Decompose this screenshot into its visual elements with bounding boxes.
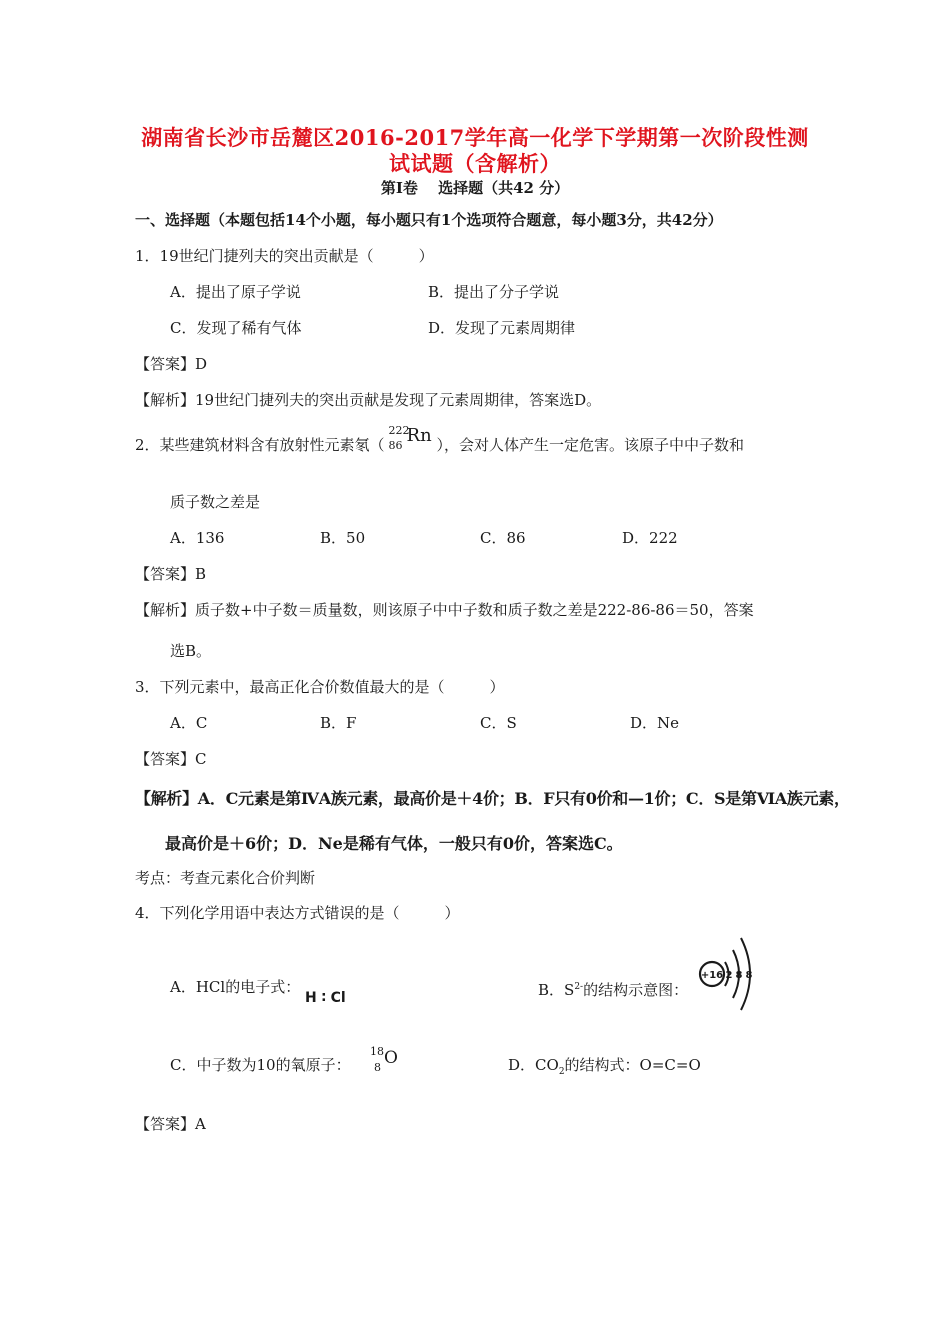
shell-electrons-1: 2 [725,970,733,981]
q2-answer: 【答案】B [135,565,207,583]
q2-analysis-line2: 选B。 [170,642,212,660]
q3-answer: 【答案】C [135,750,207,768]
q1-option-a: A．提出了原子学说 [170,283,301,301]
q3-stem: 3．下列元素中，最高正化合价数值最大的是（ ） [135,678,505,696]
q4-option-b-charge: 2- [574,982,584,992]
q4-option-d-suffix: 的结构式：O=C=O [564,1056,701,1074]
q2-nuclide [385,424,437,452]
q4-option-d-subscript: 2 [558,1067,565,1077]
q2-option-a: A．136 [170,529,225,547]
q4-stem: 4．下列化学用语中表达方式错误的是（ ） [135,904,460,922]
oxygen-18-nuclide [370,1046,404,1074]
q3-analysis-line2: 最高价是＋6价；D．Ne是稀有气体，一般只有0价，答案选C。 [165,834,623,853]
q1-option-b: B．提出了分子学说 [428,283,560,301]
q1-option-d: D．发现了元素周期律 [428,319,576,337]
document-title-line1: 湖南省长沙市岳麓区2016-2017学年高一化学下学期第一次阶段性测 [141,125,809,150]
q2-stem-line2: 质子数之差是 [170,493,261,511]
nucleus-charge: +16 [700,970,724,981]
q2-option-b: B．50 [320,529,366,547]
q3-analysis-line1: 【解析】A．C元素是第ⅣA族元素，最高价是＋4价；B．F只有0价和—1价；C．S是第ⅥA族元素， [135,789,850,808]
q1-option-c: C．发现了稀有气体 [170,319,302,337]
q4-option-a-formula: H ∶ Cl [305,990,346,1006]
q2-stem-after: ），会对人体产生一定危害。该原子中中子数和 [436,436,745,454]
document-title-line2: 试试题（含解析） [389,151,561,176]
q2-analysis-line1: 【解析】质子数+中子数＝质量数，则该原子中中子数和质子数之差是222-86-86＝50，答案 [135,601,754,619]
q4-option-b-label [538,977,688,1000]
q1-stem: 1．19世纪门捷列夫的突出贡献是（ ） [135,247,434,265]
part-header: 一、选择题（本题包括14个小题，每小题只有1个选项符合题意，每小题3分，共42分） [135,211,723,229]
q2-option-d: D．222 [622,529,678,547]
shell-electrons-2: 8 [735,970,743,981]
q4-option-b-suffix: 的结构示意图： [583,981,689,999]
sulfide-ion-structure-diagram [695,932,765,1016]
q4-option-a-label: A．HCl的电子式： [170,978,301,996]
q4-option-d-prefix: D．CO [508,1056,559,1074]
q3-point: 考点：考查元素化合价判断 [135,869,316,887]
oxygen-mass-number: 18 [370,1045,384,1058]
q4-option-b-prefix: B．S [538,981,575,999]
q2-nuclide-number: 86 [388,439,403,452]
q4-option-c-label: C．中子数为10的氧原子： [170,1056,351,1074]
q3-option-d: D．Ne [630,714,680,732]
q2-stem-before: 2．某些建筑材料含有放射性元素氡（ [135,436,385,454]
q3-option-b: B．F [320,714,357,732]
shell-electrons-3: 8 [745,970,753,981]
oxygen-symbol: O [384,1048,398,1068]
q2-option-c: C．86 [480,529,526,547]
q4-option-d-label [508,1055,701,1082]
q2-stem [135,424,745,455]
q1-analysis: 【解析】19世纪门捷列夫的突出贡献是发现了元素周期律，答案选D。 [135,391,602,409]
q3-option-c: C．S [480,714,517,732]
q3-option-a: A．C [170,714,208,732]
section-header: 第I卷 选择题（共42 分） [380,179,570,197]
q2-nuclide-mass: 222 [388,424,410,437]
oxygen-atomic-number: 8 [374,1061,381,1074]
q4-answer: 【答案】A [135,1115,206,1133]
q2-nuclide-symbol: Rn [406,425,432,446]
q1-answer: 【答案】D [135,355,208,373]
